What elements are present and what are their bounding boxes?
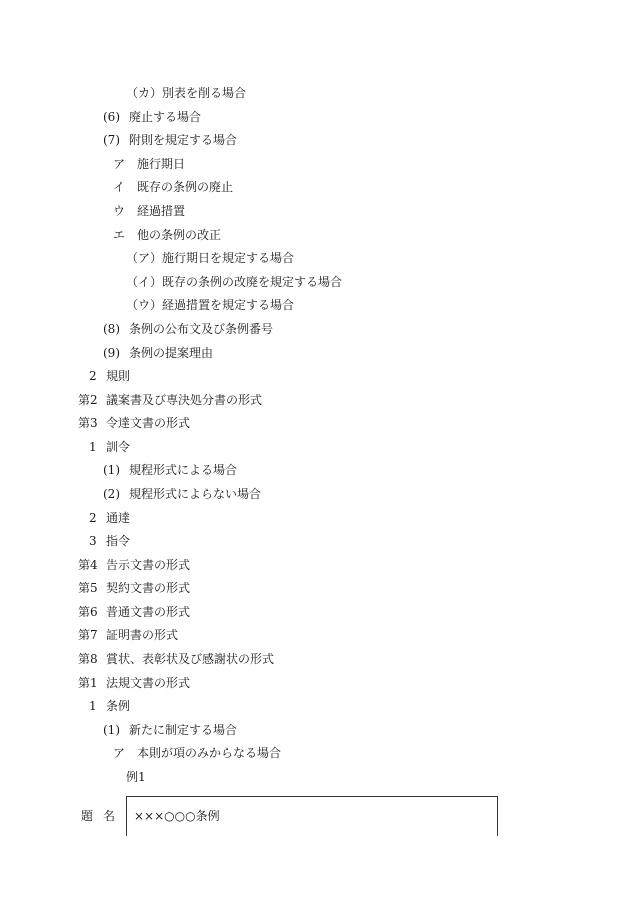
toc-text: 廃止する場合 — [129, 110, 202, 124]
toc-line — [78, 577, 190, 600]
toc-line — [89, 695, 130, 718]
toc-number: （イ） — [126, 275, 163, 289]
toc-number: 第2 — [78, 393, 98, 407]
toc-text: 令達文書の形式 — [106, 416, 191, 430]
toc-text: 指令 — [106, 534, 131, 548]
toc-text: 既存の条例の改廃を規定する場合 — [162, 275, 343, 289]
toc-number: 1 — [89, 699, 97, 713]
toc-number: (9) — [103, 346, 120, 360]
toc-line — [78, 624, 178, 647]
toc-line — [103, 483, 261, 506]
toc-line — [78, 389, 262, 412]
title-field-label: 題名 — [81, 809, 126, 823]
toc-line — [103, 459, 237, 482]
toc-number: 2 — [89, 369, 97, 383]
toc-text: 経過措置 — [137, 204, 186, 218]
toc-number: (7) — [103, 133, 120, 147]
toc-text: 賞状、表彰状及び感謝状の形式 — [106, 652, 275, 666]
toc-line — [113, 200, 185, 223]
toc-line — [103, 129, 237, 152]
toc-number: ア — [113, 157, 126, 171]
toc-text: 証明書の形式 — [106, 628, 179, 642]
toc-text: 議案書及び専決処分書の形式 — [106, 393, 263, 407]
toc-line — [103, 342, 213, 365]
toc-number: 第7 — [78, 628, 98, 642]
toc-line — [126, 82, 246, 105]
toc-line — [126, 247, 294, 270]
toc-text: 規程形式による場合 — [129, 463, 238, 477]
toc-line — [89, 507, 130, 530]
toc-number: ア — [113, 746, 126, 760]
toc-line — [126, 294, 294, 317]
toc-number: （ア） — [126, 251, 163, 265]
toc-number: 第5 — [78, 581, 98, 595]
toc-number: エ — [113, 228, 126, 242]
toc-number: 第6 — [78, 605, 98, 619]
toc-text: 訓令 — [106, 440, 131, 454]
toc-number: 第8 — [78, 652, 98, 666]
example-label — [126, 766, 146, 789]
toc-number: (6) — [103, 110, 120, 124]
toc-text: 施行期日を規定する場合 — [162, 251, 295, 265]
toc-text: 既存の条例の廃止 — [137, 180, 234, 194]
toc-line — [126, 271, 342, 294]
toc-line — [78, 672, 190, 695]
toc-line — [113, 176, 233, 199]
toc-number: 第3 — [78, 416, 98, 430]
toc-number: 第4 — [78, 558, 98, 572]
toc-number: 3 — [89, 534, 97, 548]
toc-line — [89, 530, 130, 553]
toc-line — [113, 742, 281, 765]
ordinance-title-text: ×××○○○条例 — [134, 809, 220, 823]
toc-line — [113, 224, 221, 247]
toc-text: 別表を削る場合 — [162, 86, 247, 100]
toc-line — [78, 648, 274, 671]
toc-text: 規程形式によらない場合 — [129, 487, 262, 501]
toc-line — [103, 106, 201, 129]
toc-text: 規則 — [106, 369, 131, 383]
toc-line — [103, 318, 273, 341]
toc-text: 条例 — [106, 699, 131, 713]
toc-number: (8) — [103, 322, 120, 336]
toc-number: (1) — [103, 723, 120, 737]
toc-number: ウ — [113, 204, 126, 218]
toc-text: 経過措置を規定する場合 — [162, 298, 295, 312]
toc-number: 2 — [89, 511, 97, 525]
toc-text: 新たに制定する場合 — [129, 723, 238, 737]
toc-number: （ウ） — [126, 298, 163, 312]
toc-text: 施行期日 — [137, 157, 186, 171]
toc-text: 本則が項のみからなる場合 — [137, 746, 282, 760]
toc-line — [78, 412, 190, 435]
toc-number: （カ） — [126, 86, 163, 100]
toc-number: イ — [113, 180, 126, 194]
toc-line — [89, 436, 130, 459]
toc-line — [103, 719, 237, 742]
toc-line — [89, 365, 130, 388]
toc-number: (1) — [103, 463, 120, 477]
toc-line — [113, 153, 185, 176]
toc-text: 他の条例の改正 — [137, 228, 222, 242]
toc-text: 契約文書の形式 — [106, 581, 191, 595]
toc-number: (2) — [103, 487, 120, 501]
toc-text: 普通文書の形式 — [106, 605, 191, 619]
toc-text: 法規文書の形式 — [106, 676, 191, 690]
toc-text: 附則を規定する場合 — [129, 133, 238, 147]
toc-number: 1 — [89, 440, 97, 454]
toc-text: 告示文書の形式 — [106, 558, 191, 572]
toc-text: 条例の提案理由 — [129, 346, 214, 360]
toc-line — [78, 601, 190, 624]
toc-text: 例1 — [126, 770, 146, 784]
toc-line — [78, 554, 190, 577]
toc-number: 第1 — [78, 676, 98, 690]
toc-text: 条例の公布文及び条例番号 — [129, 322, 274, 336]
toc-text: 通達 — [106, 511, 131, 525]
